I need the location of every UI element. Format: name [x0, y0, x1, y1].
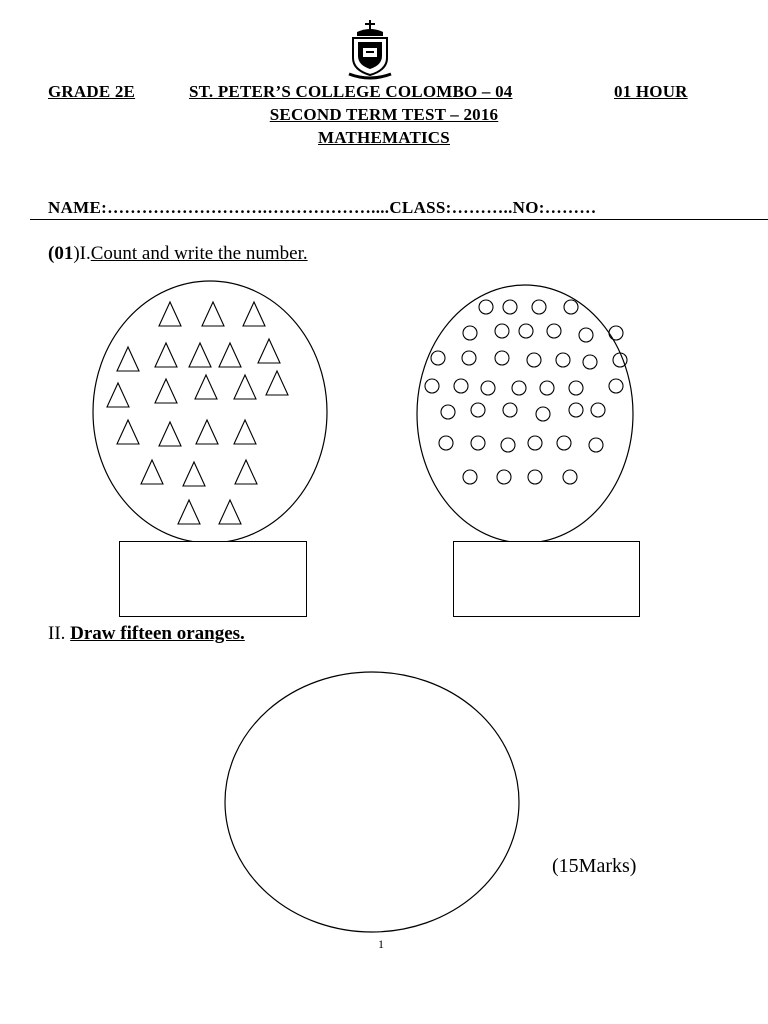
triangle-shape — [183, 462, 205, 486]
triangle-shape — [189, 343, 211, 367]
circles-group — [416, 283, 634, 545]
triangle-shape — [258, 339, 280, 363]
circle-shape — [569, 403, 583, 417]
circle-shape — [497, 470, 511, 484]
circle-shape — [463, 326, 477, 340]
page-number: 1 — [378, 937, 384, 951]
oranges-drawing-area[interactable] — [224, 671, 520, 933]
question-2-heading — [48, 623, 245, 645]
question-1-number: (01 — [48, 243, 74, 264]
question-1-heading — [48, 243, 308, 265]
triangle-shape — [235, 460, 257, 484]
circle-shape — [540, 381, 554, 395]
circle-shape — [495, 324, 509, 338]
question-1-instruction: Count and write the number. — [90, 243, 308, 264]
triangles-oval — [93, 281, 327, 543]
circle-shape — [431, 351, 445, 365]
triangle-shape — [234, 420, 256, 444]
question-1-part: )I. — [73, 243, 91, 264]
question-2-part: II. — [48, 623, 66, 644]
circle-shape — [556, 353, 570, 367]
triangle-shape — [202, 302, 224, 326]
circle-shape — [563, 470, 577, 484]
circle-shape — [463, 470, 477, 484]
circle-shape — [579, 328, 593, 342]
circle-shape — [471, 403, 485, 417]
triangle-shape — [178, 500, 200, 524]
circle-shape — [503, 300, 517, 314]
circle-shape — [536, 407, 550, 421]
circle-shape — [519, 324, 533, 338]
circle-shape — [512, 381, 526, 395]
no-field[interactable]: ……… — [544, 198, 597, 217]
term-title: SECOND TERM TEST – 2016 — [269, 105, 499, 124]
school-name: ST. PETER’S COLLEGE COLOMBO – 04 — [189, 82, 513, 101]
circle-count-answer-box[interactable] — [453, 541, 640, 617]
triangle-shape — [234, 375, 256, 399]
circle-shape — [564, 300, 578, 314]
circle-shape — [528, 470, 542, 484]
student-info-line — [48, 198, 597, 218]
circle-shape — [528, 436, 542, 450]
circle-shape — [454, 379, 468, 393]
triangle-shape — [219, 500, 241, 524]
circle-shape — [503, 403, 517, 417]
circle-shape — [479, 300, 493, 314]
triangle-shape — [107, 383, 129, 407]
triangle-shape — [243, 302, 265, 326]
circle-shape — [471, 436, 485, 450]
name-label: NAME: — [48, 198, 108, 217]
circle-shape — [589, 438, 603, 452]
circle-shape — [441, 405, 455, 419]
circle-shape — [481, 381, 495, 395]
triangle-shape — [195, 375, 217, 399]
triangle-shape — [196, 420, 218, 444]
question-2-instruction: Draw fifteen oranges. — [70, 623, 245, 644]
circle-shape — [609, 326, 623, 340]
triangle-shape — [155, 379, 177, 403]
duration-label: 01 HOUR — [614, 82, 688, 101]
circle-shape — [439, 436, 453, 450]
triangle-shape — [266, 371, 288, 395]
triangle-count-answer-box[interactable] — [119, 541, 307, 617]
circle-shape — [501, 438, 515, 452]
name-field[interactable]: ……………………….……………….... — [107, 198, 390, 217]
circle-shape — [532, 300, 546, 314]
no-label: NO: — [512, 198, 545, 217]
circle-shape — [527, 353, 541, 367]
triangle-shape — [159, 302, 181, 326]
school-crest-icon — [345, 18, 395, 78]
triangle-shape — [159, 422, 181, 446]
grade-label: GRADE 2E — [48, 82, 136, 101]
marks-label: (15Marks) — [552, 855, 637, 877]
triangle-shape — [117, 347, 139, 371]
circle-shape — [557, 436, 571, 450]
circle-shape — [547, 324, 561, 338]
triangle-shape — [219, 343, 241, 367]
header-divider — [30, 219, 768, 220]
triangles-group — [92, 279, 328, 545]
class-field[interactable]: ……….. — [451, 198, 513, 217]
subject-title: MATHEMATICS — [318, 128, 450, 147]
circle-shape — [609, 379, 623, 393]
circle-shape — [425, 379, 439, 393]
triangle-shape — [155, 343, 177, 367]
circle-shape — [591, 403, 605, 417]
triangle-shape — [141, 460, 163, 484]
circle-shape — [462, 351, 476, 365]
circle-shape — [583, 355, 597, 369]
circle-shape — [613, 353, 627, 367]
circle-shape — [495, 351, 509, 365]
circle-shape — [569, 381, 583, 395]
triangle-shape — [117, 420, 139, 444]
class-label: CLASS: — [389, 198, 452, 217]
